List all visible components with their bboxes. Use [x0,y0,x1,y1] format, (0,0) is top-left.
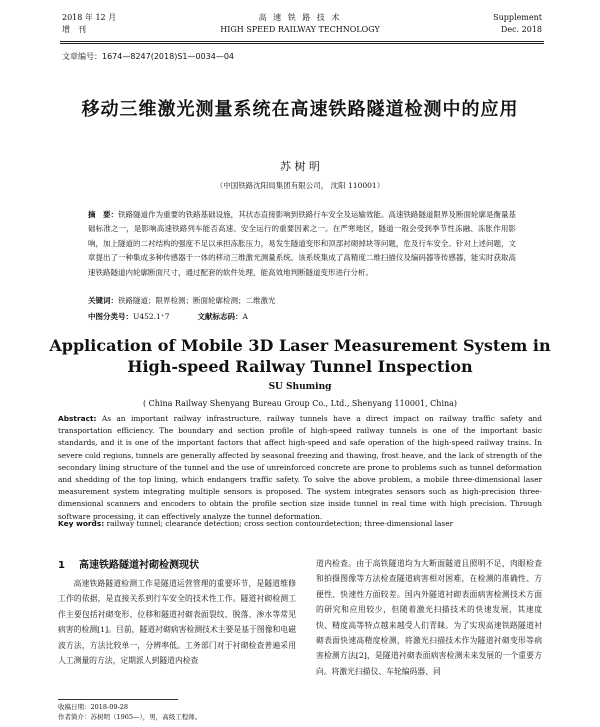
cn-author: 苏 树 明 [280,160,320,173]
en-abstract-text: As an important railway infrastructure, railway tunnels have a direct impact on railway traffic safety and transportation efficiency. The boundary and section profile of high-speed railway tunnels is one of the important basic standards, and it is one of the important factors that affect high-speed and safe operation of the high-speed railway trains. In severe cold regions, tunnels are generally affected by seasonal freezing and thawing, frost heave, and the lack of strength of the secondary lining structure of the tunnel and the use of unreinforced concrete are prone to problems such as tunnel deformation and shedding of the top lining, which endangers traffic safety. To solve the above problem, a mobile three-dimensional laser measurement system integrating multiple sensors is proposed. The system integrates sensors such as high-precision three-dimensional scanners and encoders to obtain the profile section size inside tunnel in real time with high precision. Through software processing, it can effectively analyze the tunnel deformation. [58,414,542,521]
cn-abstract-text: 铁路隧道作为重要的铁路基础设施，其状态直接影响到铁路行车安全及运输效能。高速铁路隧道限界及断面轮廓是衡量基础标准之一，是影响高速铁路列车能否高速、安全运行的重要因素之一。在严寒地区，隧道一般会受到季节性冻融、冻胀作用影响，加上隧道的二衬结构的强度不足以承担冻胀压力，易发生隧道变形和顶部衬砌掉块等问题，危及行车安全。针对上述问题，文章提出了一种集成多种传感器于一体的移动三维激光测量系统。该系统集成了高精度二维扫描仪及编码器等传感器，能实时获取高速铁路隧道内轮廓断面尺寸，通过配套的软件处理，能高效地判断隧道变形进行分析。 [88,210,517,277]
body-left-text: 高速铁路隧道检测工作是隧道运营管理的重要环节，是隧道维修工作的依据，是直接关系到行车安全的技术性工作。隧道衬砌检测工作主要包括衬砌变形、位移和隧道衬砌表面裂纹、脱落、渗水等常见病害的检测[1]。目前，隧道衬砌病害检测技术主要是基于图像和电磁波方法，方法比较单一，分辨率低。工务部门对于衬砌检查普遍采用人工测量的方法，定期派人到隧道内检查 [58,579,296,666]
footnote-received: 收稿日期：2018-09-28 [58,703,128,711]
journal-name-en: HIGH SPEED RAILWAY TECHNOLOGY [220,25,380,34]
journal-supplement: Supplement [493,13,542,22]
cn-keywords-label: 关键词： [88,296,118,305]
cn-title: 移动三维激光测量系统在高速铁路隧道检测中的应用 [81,99,519,120]
section-number: 1 [58,560,65,571]
cn-keywords-text: 铁路隧道；限界检测；断面轮廓检测；二维激光 [118,296,276,305]
cn-doc-code-label: 文献标志码： [197,312,243,321]
cn-class-label: 中图分类号： [88,312,133,321]
footnote [58,702,201,727]
journal-date: 2018 年 12 月 [62,13,117,22]
cn-keywords [88,295,516,306]
cn-classification [88,311,248,322]
en-title-line1: Application of Mobile 3D Laser Measurement System in [49,336,551,355]
footnote-rule [58,699,178,700]
article-number: 文章编号：1674—8247(2018)S1—0034—04 [62,52,235,61]
cn-affiliation: （中国铁路沈阳局集团有限公司， 沈阳 110001） [215,181,385,190]
en-abstract-label: Abstract: [58,414,97,423]
en-affiliation: ( China Railway Shenyang Bureau Group Co., Ltd., Shenyang 110001, China) [142,399,458,408]
en-keywords-label: Key words: [58,519,105,528]
journal-name-cn: 高 速 铁 路 技 术 [258,13,342,22]
journal-issue: 增 刊 [62,25,86,34]
en-abstract [58,413,542,523]
cn-abstract [88,208,516,280]
cn-abstract-label: 摘 要： [88,210,119,219]
header-rule-double [60,43,544,44]
journal-name-block [180,12,420,36]
en-keywords [58,519,542,528]
journal-supplement-date: Dec. 2018 [500,25,542,34]
header-rule [60,41,544,42]
en-author: SU Shuming [268,382,332,392]
footnote-author: 作者简介：苏树明（1965—），男，高级工程师。 [58,713,202,721]
body-left-column [58,576,296,696]
en-title [40,335,560,377]
body-right-text: 道内检查。由于高铁隧道均为大断面隧道且照明不足，肉眼检查和拍摄图像等方法检查隧道病害相对困难，在检测的准确性、方便性、快速性方面较差。国内外隧道衬砌表面病害检测技术方面的研究和应用较少，但随着激光扫描技术的快速发展，其速度快、精度高等特点越来越受人们青睐。为了实现高速铁路隧道衬砌表面快速高精度检测，将激光扫描技术作为隧道衬砌变形等病害检测方法[2]，是隧道衬砌表面病害检测未来发展的一个重要方向。将激光扫描仪、车轮编码器、同 [316,559,542,676]
cn-doc-code-value: A [242,312,248,321]
section-heading [58,556,213,571]
section-title: 高速铁路隧道衬砌检测现状 [78,560,199,571]
en-title-line2: High-speed Railway Tunnel Inspection [127,357,473,376]
journal-supplement-block [493,12,542,36]
en-keywords-text: railway tunnel; clearance detection; cross section contourdetection; three-dimensional laser [106,519,454,528]
body-right-column [316,556,542,696]
journal-date-block [62,12,116,36]
cn-class-value: U452.1⁺7 [133,312,170,321]
